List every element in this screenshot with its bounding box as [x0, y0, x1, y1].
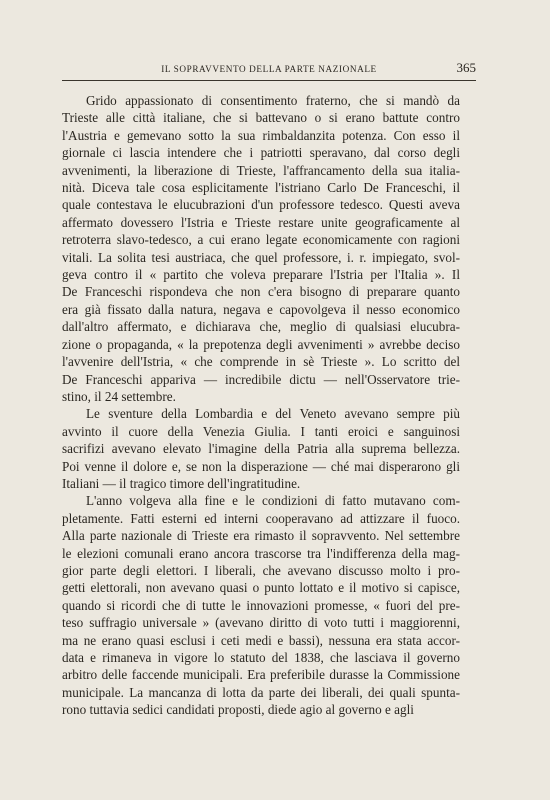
body-text — [62, 92, 460, 719]
text-line: municipale. La mancanza di lotta da parte dei liberali, dei quali spunta- — [62, 684, 460, 700]
paragraph — [62, 492, 460, 718]
text-line: nità. Diceva tale cosa esplicitamente l'istriano Carlo De Franceschi, il — [62, 180, 460, 196]
text-line: avvinto il cuore della Venezia Giulia. I tanti eroici e sanguinosi — [62, 423, 460, 439]
paragraph — [62, 405, 460, 492]
text-line: Le sventure della Lombardia e del Veneto avevano sempre più — [86, 406, 460, 422]
text-line: pletamente. Fatti esterni ed interni cooperavano ad attizzare il fuoco. — [62, 510, 460, 526]
text-line: l'Austria e gemevano sotto la sua rimbaldanzita potenza. Con esso il — [62, 127, 460, 143]
text-line: getti elettorali, non avevano quasi o punto lottato e il motivo si capisce, — [62, 580, 460, 596]
text-line: retroterra slavo-tedesco, a cui erano legate economicamente con ragioni — [62, 232, 460, 248]
text-line: teso suffragio universale » (avevano diritto di voto tutti i maggiorenni, — [62, 615, 460, 631]
text-line: gior parte degli elettori. I liberali, che avevano discusso molto i pro- — [62, 562, 460, 578]
text-line: avvenimenti, la liberazione di Trieste, l'affrancamento della sua italia- — [62, 162, 460, 178]
text-line: Poi venne il dolore e, se non la disperazione — ché mai disperarono gli — [62, 458, 460, 474]
text-line: De Franceschi appariva — incredibile dictu — nell'Osservatore trie- — [62, 371, 460, 387]
text-line: quale contestava le elucubrazioni d'un professore tedesco. Questi aveva — [62, 197, 460, 213]
text-line: sacrifizi avevano elevato l'imagine della Patria alla suprema bellezza. — [62, 441, 460, 457]
paragraph — [62, 92, 460, 405]
page-header — [62, 60, 476, 81]
text-line: Grido appassionato di consentimento fraterno, che si mandò da — [86, 93, 460, 108]
text-line: geva contro il « partito che voleva preparare l'Istria per l'Italia ». Il — [62, 267, 460, 283]
text-line: Italiani — il tragico timore dell'ingratitudine. — [62, 475, 301, 491]
text-line: affermato dovessero l'Istria e Trieste restare unite geograficamente al — [62, 214, 460, 230]
text-line: ma ne erano quasi esclusi i ceti medi e bassi), nessuna era stata accor- — [62, 632, 460, 648]
text-line: Alla parte nazionale di Trieste era rimasto il sopravvento. Nel settembre — [62, 528, 460, 544]
text-line: giornale ci lascia intendere che i patriotti speravano, dal corso degli — [62, 145, 460, 161]
text-line: stino, il 24 settembre. — [62, 388, 176, 404]
text-line: L'anno volgeva alla fine e le condizioni di fatto mutavano com- — [86, 493, 460, 509]
text-line: arbitro delle faccende municipali. Era preferibile durasse la Commissione — [62, 667, 460, 683]
text-line: l'avvenire dell'Istria, « che comprende in sè Trieste ». Lo scritto del — [62, 354, 460, 370]
text-line: quando si ricordi che di tutte le innovazioni promesse, « fuori del pre- — [62, 597, 460, 613]
text-line: le elezioni comunali erano ancora trascorse tra l'indifferenza della mag- — [62, 545, 460, 561]
text-line: data e rimaneva in vigore lo statuto del 1838, che lasciava il governo — [62, 650, 460, 665]
running-title: IL SOPRAVVENTO DELLA PARTE NAZIONALE — [161, 64, 377, 74]
text-line: dall'altro affermato, e dichiarava che, meglio di qualsiasi elucubra- — [62, 319, 460, 335]
text-line: rono tuttavia sedici candidati proposti, diede agio al governo e agli — [62, 702, 414, 718]
text-line: De Franceschi rispondeva che non c'era bisogno di preparare quanto — [62, 284, 460, 300]
text-line: zione o propaganda, « la prepotenza degli avvenimenti » avrebbe deciso — [62, 336, 460, 352]
text-line: vitali. La solita tesi austriaca, che quel professore, i. r. impiegato, svol- — [62, 249, 460, 265]
text-line: era già fissato dalla natura, negava e capovolgeva il nesso economico — [62, 301, 460, 317]
text-line: Trieste alle città italiane, che si battevano o si erano battute contro — [62, 110, 460, 126]
page-number: 365 — [456, 60, 476, 75]
